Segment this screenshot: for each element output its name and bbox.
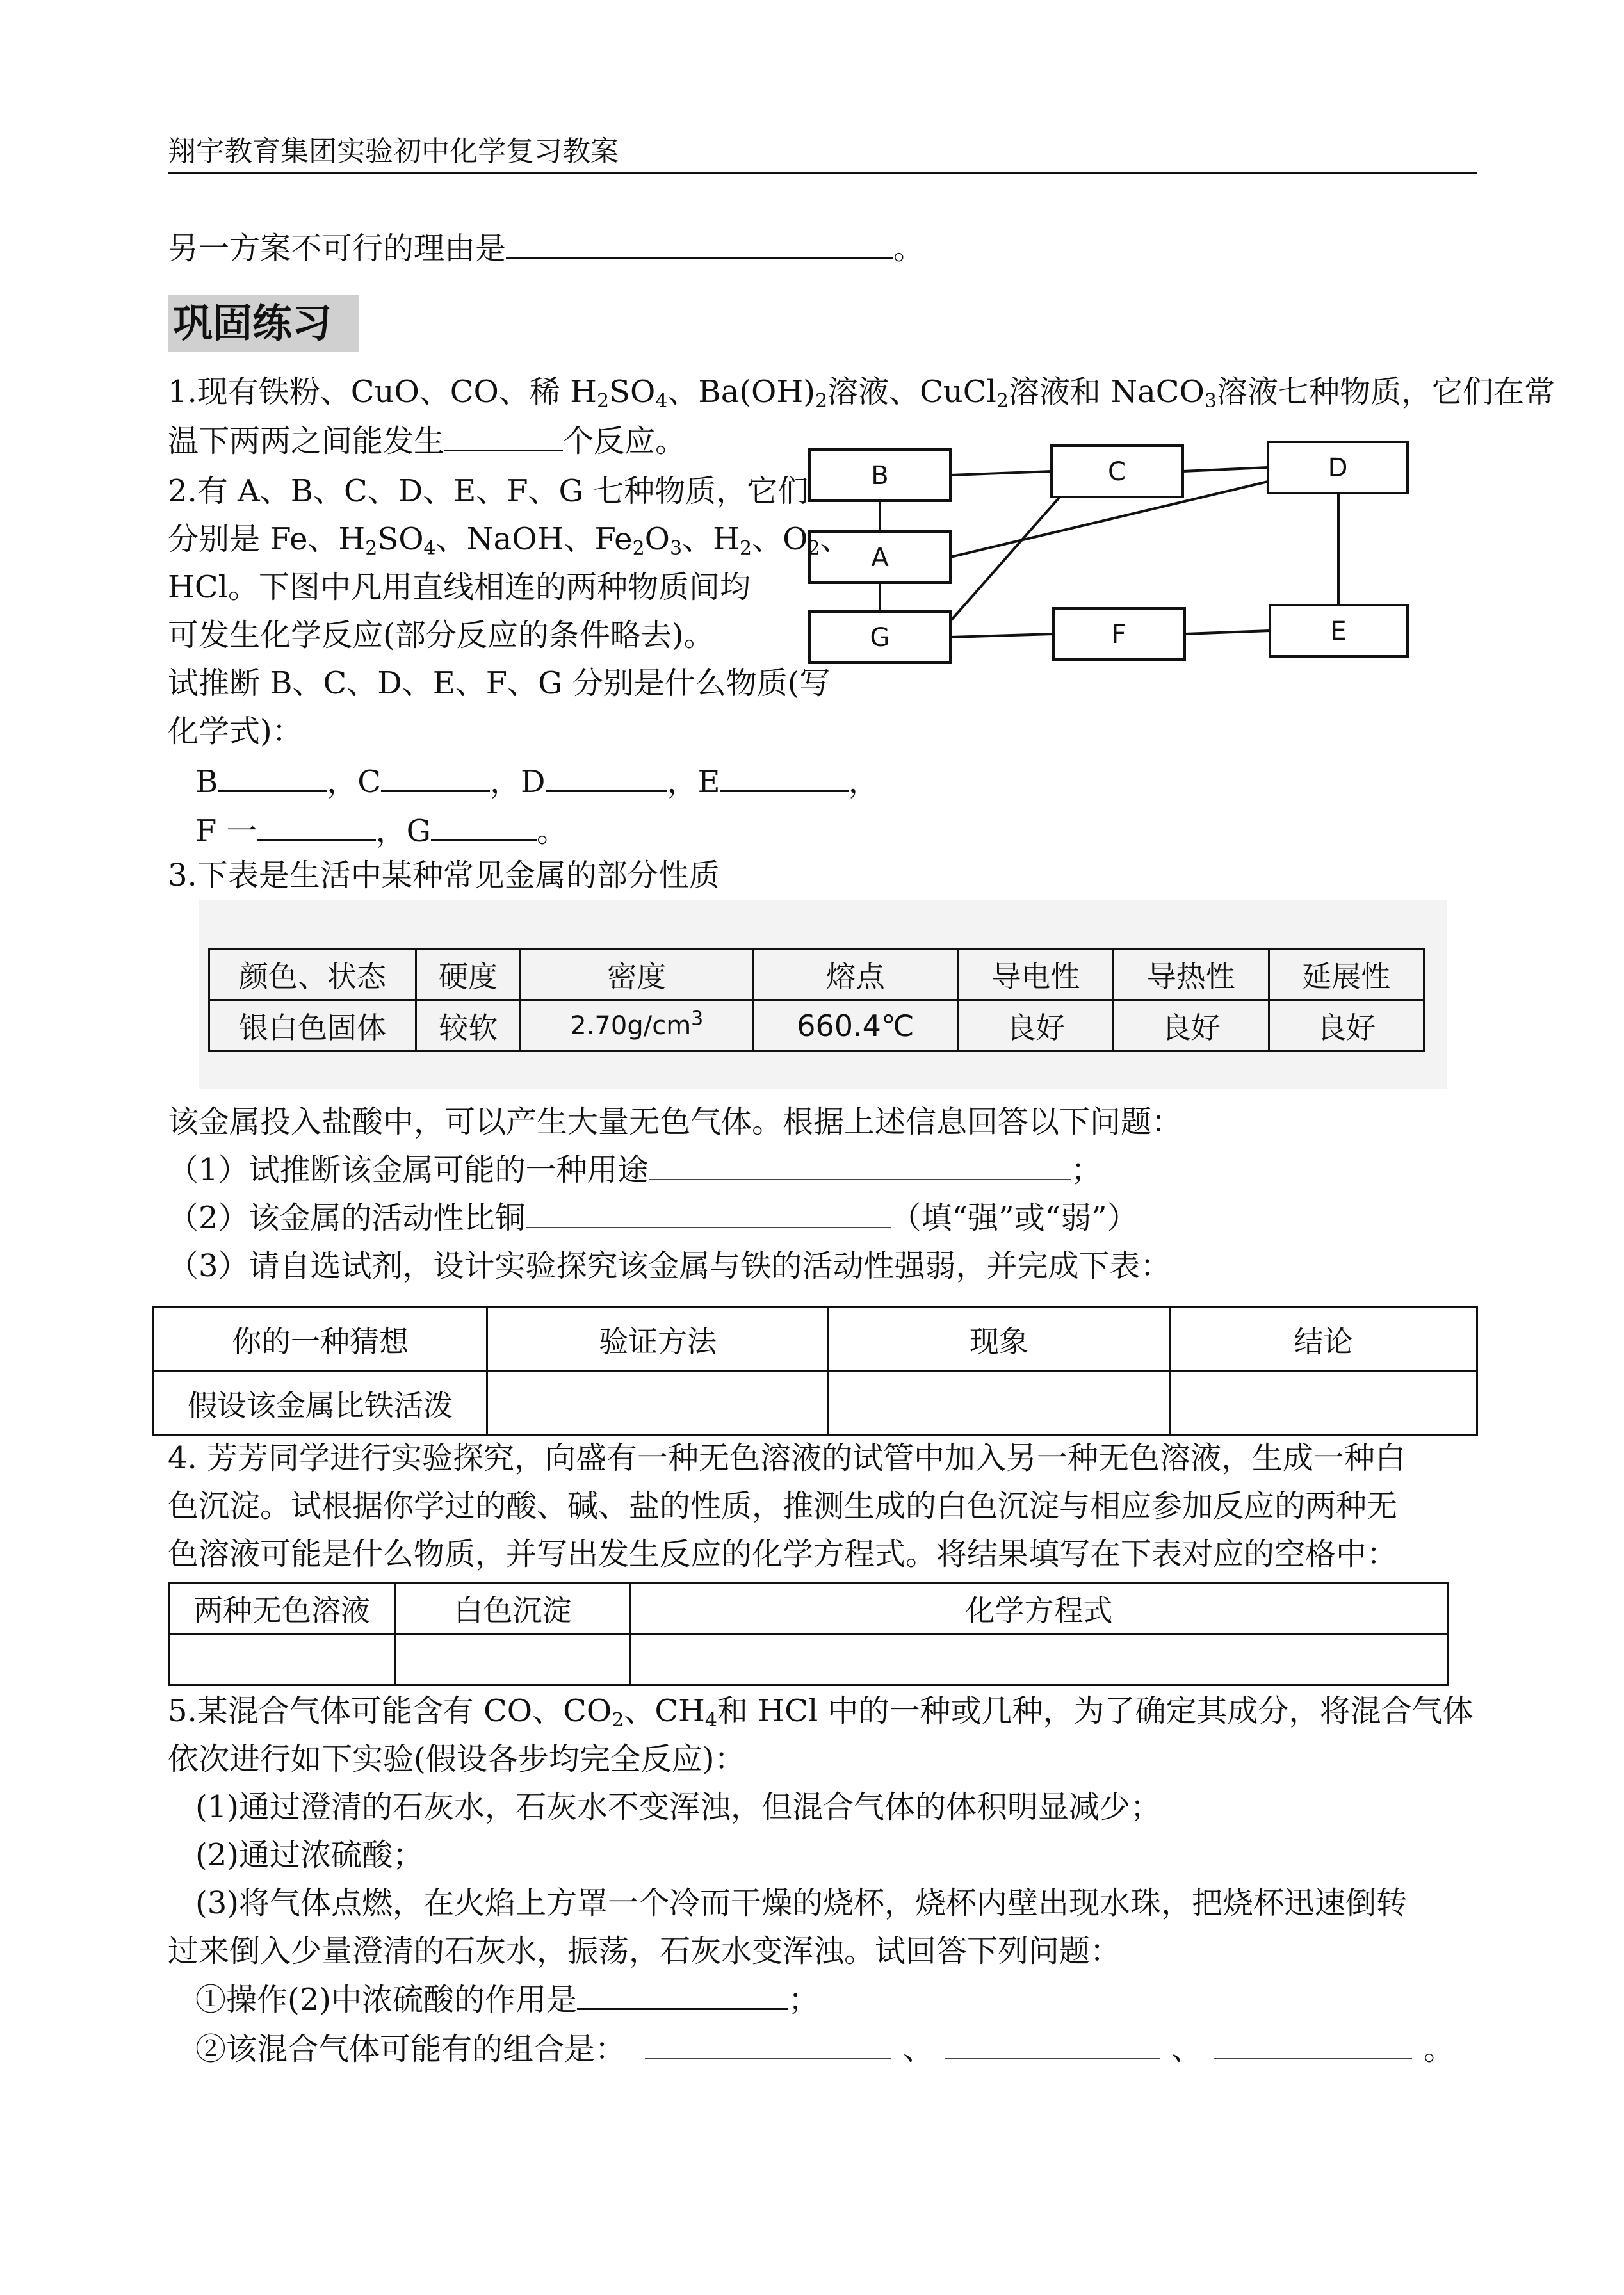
answer-e-blank[interactable]: [720, 761, 849, 792]
q5-line7: ①操作(2)中浓硫酸的作用是 ；: [195, 1979, 819, 2020]
q2-line2: 分别是 Fe、$H_2SO_4$、NaOH、$Fe_2O_3$、$H_2$、$O_2$、: [168, 521, 851, 560]
header-title: 翔宇教育集团实验初中化学复习教案: [168, 135, 619, 168]
q3-sub1-blank[interactable]: [649, 1149, 1071, 1180]
q2-answers-line2: F 一 ，G 。: [195, 810, 567, 852]
edge-a-d: [950, 482, 1268, 557]
answer-g-blank[interactable]: [431, 810, 537, 841]
q4-line2: 色沉淀。试根据你学过的酸、碱、盐的性质，推测生成的白色沉淀与相应参加反应的两种无: [168, 1488, 1398, 1524]
q2-answers-line1: B ，C ，D ，E ，: [195, 761, 879, 802]
intro-end: 。: [893, 231, 925, 266]
q4-line3: 色溶液可能是什么物质，并写出发生反应的化学方程式。将结果填写在下表对应的空格中：: [168, 1536, 1398, 1572]
precipitate-header: 化学方程式: [631, 1583, 1448, 1634]
property-value-density: $2.70g/cm^3$: [521, 1000, 753, 1051]
property-value: 良好: [1269, 1000, 1424, 1051]
q5-line2: 依次进行如下实验(假设各步均完全反应)：: [168, 1741, 745, 1777]
precipitate-header: 白色沉淀: [395, 1583, 631, 1634]
property-header: 熔点: [753, 949, 958, 1000]
experiment-header: 你的一种猜想: [154, 1308, 487, 1372]
intro-text: 另一方案不可行的理由是: [168, 231, 507, 266]
precipitate-header-row: [169, 1583, 1448, 1634]
property-header: 密度: [521, 949, 753, 1000]
q1-blank[interactable]: [444, 420, 563, 451]
node-f: F: [1111, 620, 1126, 649]
q1-line2: 温下两两之间能发生 个反应。: [168, 420, 686, 462]
experiment-cell[interactable]: [829, 1372, 1170, 1436]
q2-line1: 2.有 A、B、C、D、E、F、G 七种物质，它们: [168, 473, 809, 509]
node-d: D: [1328, 453, 1348, 483]
q5-acid-role-blank[interactable]: [577, 1979, 788, 2010]
experiment-header: 结论: [1170, 1308, 1477, 1372]
precipitate-table: [168, 1582, 1449, 1686]
precipitate-header: 两种无色溶液: [169, 1583, 395, 1634]
q2-line6: 化学式)：: [168, 713, 303, 749]
edge-c-d: [1183, 467, 1268, 471]
answer-d-blank[interactable]: [546, 761, 667, 792]
header-rule: [168, 172, 1477, 174]
q3-title: 3.下表是生活中某种常见金属的部分性质: [168, 857, 720, 893]
property-header: 硬度: [416, 949, 521, 1000]
intro-blank[interactable]: [506, 227, 893, 259]
experiment-cell[interactable]: [487, 1372, 829, 1436]
q5-combo-blank-1[interactable]: [645, 2029, 891, 2059]
q2-line5: 试推断 B、C、D、E、F、G 分别是什么物质(写: [168, 665, 831, 701]
property-value: 银白色固体: [209, 1000, 416, 1051]
experiment-header-row: [154, 1308, 1477, 1372]
q2-line3: HCl。下图中凡用直线相连的两种物质间均: [168, 569, 751, 605]
q3-sub2: （2）该金属的活动性比铜 （填“强”或“弱”）: [168, 1197, 1138, 1238]
precipitate-cell[interactable]: [169, 1634, 395, 1685]
node-b: B: [871, 461, 889, 491]
experiment-header: 验证方法: [487, 1308, 829, 1372]
property-table: [208, 948, 1425, 1052]
q5-combo-blank-3[interactable]: [1214, 2029, 1412, 2059]
q3-sub2-blank[interactable]: [526, 1197, 891, 1228]
q5-line3: (1)通过澄清的石灰水，石灰水不变浑浊，但混合气体的体积明显减少；: [195, 1789, 1161, 1825]
q5-combo-blank-2[interactable]: [945, 2029, 1160, 2059]
reaction-diagram: [800, 435, 1441, 666]
answer-c-blank[interactable]: [381, 761, 490, 792]
node-a: A: [871, 543, 889, 572]
section-title: 巩固练习: [168, 295, 359, 352]
edge-b-c: [950, 471, 1052, 475]
node-e: E: [1330, 617, 1347, 646]
edge-g-c: [950, 497, 1060, 621]
property-value: 良好: [1114, 1000, 1269, 1051]
property-header: 导电性: [958, 949, 1113, 1000]
answer-f-blank[interactable]: [257, 810, 376, 841]
property-value: 660.4℃: [753, 1000, 958, 1051]
experiment-cell: 假设该金属比铁活泼: [154, 1372, 487, 1436]
edge-g-f: [950, 634, 1053, 637]
q5-line5: (3)将气体点燃，在火焰上方罩一个冷而干燥的烧杯，烧杯内壁出现水珠，把烧杯迅速倒转: [195, 1885, 1407, 1921]
property-header: 导热性: [1114, 949, 1269, 1000]
property-header-row: [209, 949, 1424, 1000]
q5-line6: 过来倒入少量澄清的石灰水，振荡，石灰水变浑浊。试回答下列问题：: [168, 1933, 1121, 1969]
q3-after: 该金属投入盐酸中，可以产生大量无色气体。根据上述信息回答以下问题：: [168, 1104, 1183, 1140]
property-value: 较软: [416, 1000, 521, 1051]
q3-sub1: （1）试推断该金属可能的一种用途 ；: [168, 1149, 1102, 1190]
q2-line4: 可发生化学反应(部分反应的条件略去)。: [168, 617, 715, 653]
q5-line1: 5.某混合气体可能含有 CO、$CO_2$、$CH_4$和 HCl 中的一种或几种，为了确定其成分，将混合气体: [168, 1693, 1474, 1731]
property-header: 颜色、状态: [209, 949, 416, 1000]
property-header: 延展性: [1269, 949, 1424, 1000]
node-g: G: [870, 623, 890, 653]
precipitate-cell[interactable]: [631, 1634, 1448, 1685]
q3-sub3: （3）请自选试剂，设计实验探究该金属与铁的活动性强弱，并完成下表：: [168, 1248, 1171, 1284]
answer-b-blank[interactable]: [218, 761, 327, 792]
q5-line8: ②该混合气体可能有的组合是： 、 、 。: [195, 2029, 1454, 2070]
experiment-table: [152, 1306, 1478, 1436]
edge-f-e: [1185, 631, 1270, 634]
experiment-row: [154, 1372, 1477, 1436]
q4-line1: 4. 芳芳同学进行实验探究，向盛有一种无色溶液的试管中加入另一种无色溶液，生成一种白: [168, 1440, 1406, 1476]
node-c: C: [1108, 457, 1126, 487]
experiment-cell[interactable]: [1170, 1372, 1477, 1436]
property-value: 良好: [958, 1000, 1113, 1051]
property-value-row: [209, 1000, 1424, 1051]
q1-line1: 1.现有铁粉、CuO、CO、稀 $H_2SO_4$、$Ba(OH)_2$溶液、CuCl$_2$溶液和 NaCO$_3$溶液七种物质，它们在常: [168, 374, 1555, 412]
intro-line: [168, 227, 924, 269]
precipitate-row: [169, 1634, 1448, 1685]
q5-line4: (2)通过浓硫酸；: [195, 1837, 423, 1873]
experiment-header: 现象: [829, 1308, 1170, 1372]
precipitate-cell[interactable]: [395, 1634, 631, 1685]
